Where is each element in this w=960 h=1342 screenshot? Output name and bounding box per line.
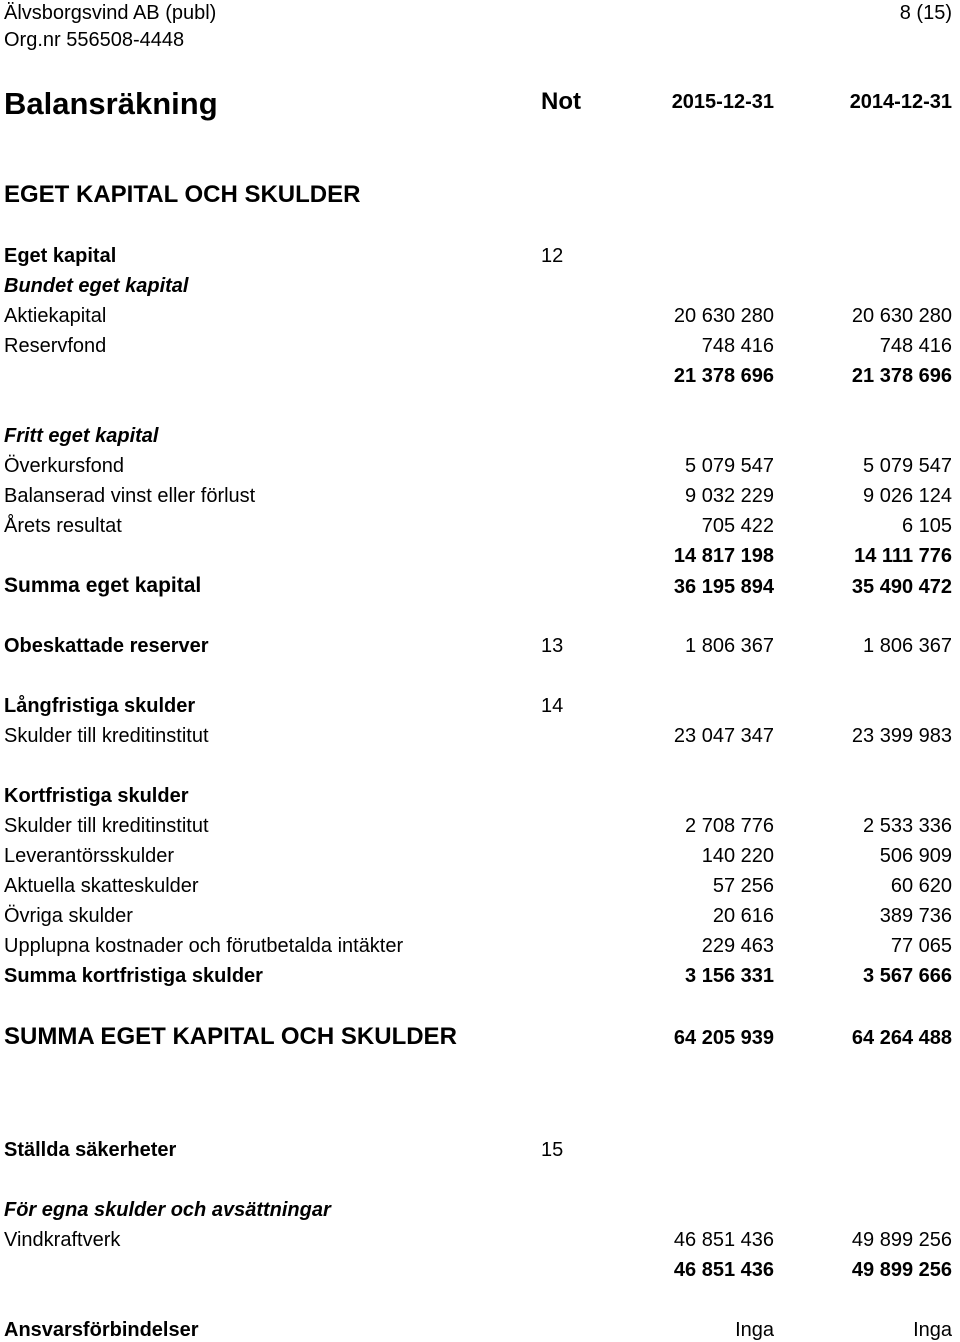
row-value-2015-upplupna-kostnader: 229 463 (701, 935, 774, 957)
row-label-ovriga-skulder: Övriga skulder (4, 905, 133, 927)
row-value-2015-reservfond: 748 416 (701, 335, 774, 357)
row-value-2015-ansvarsforbindelser: Inga (735, 1319, 774, 1341)
row-value-2014-summa-eget-kapital-och-skulder: 64 264 488 (851, 1027, 952, 1049)
row-value-2015-summa-kortfristiga-skulder: 3 156 331 (685, 965, 774, 987)
row-value-2015-arets-resultat: 705 422 (701, 515, 774, 537)
row-value-2015-summa-eget-kapital: 36 195 894 (673, 576, 774, 598)
row-label-summa-eget-kapital: Summa eget kapital (4, 574, 202, 597)
row-value-2014-arets-resultat: 6 105 (901, 515, 952, 537)
row-value-2014-summa-kortfristiga-skulder: 3 567 666 (863, 965, 952, 987)
subtotal-2015-bundet: 21 378 696 (673, 365, 774, 387)
row-value-2014-summa-eget-kapital: 35 490 472 (851, 576, 952, 598)
row-label-aktuella-skatteskulder: Aktuella skatteskulder (4, 875, 199, 897)
row-label-vindkraftverk: Vindkraftverk (4, 1229, 121, 1251)
row-value-2014-obeskattade-reserver: 1 806 367 (863, 635, 952, 657)
column-header-2014: 2014-12-31 (849, 91, 952, 113)
column-header-2015: 2015-12-31 (671, 91, 774, 113)
subtotal-2014-bundet: 21 378 696 (851, 365, 952, 387)
row-note-stallda-sakerheter: 15 (541, 1139, 564, 1161)
row-value-2015-aktiekapital: 20 630 280 (673, 305, 774, 327)
row-label-skulder-kreditinstitut-lang: Skulder till kreditinstitut (4, 725, 209, 747)
row-label-langfristiga-skulder: Långfristiga skulder (4, 695, 196, 717)
row-label-bundet-eget-kapital: Bundet eget kapital (4, 275, 189, 297)
row-value-2014-reservfond: 748 416 (879, 335, 952, 357)
row-value-2014-upplupna-kostnader: 77 065 (890, 935, 952, 957)
row-value-2015-balanserad-vinst: 9 032 229 (685, 485, 774, 507)
row-label-ansvarsforbindelser: Ansvarsförbindelser (4, 1319, 199, 1341)
page-number: 8 (15) (899, 2, 952, 24)
row-label-summa-eget-kapital-och-skulder: SUMMA EGET KAPITAL OCH SKULDER (4, 1023, 457, 1050)
row-label-skulder-kreditinstitut-kort: Skulder till kreditinstitut (4, 815, 209, 837)
row-value-2015-leverantorsskulder: 140 220 (701, 845, 774, 867)
row-value-2015-obeskattade-reserver: 1 806 367 (685, 635, 774, 657)
row-value-2014-aktiekapital: 20 630 280 (851, 305, 952, 327)
row-label-obeskattade-reserver: Obeskattade reserver (4, 635, 209, 657)
section-title: EGET KAPITAL OCH SKULDER (4, 181, 361, 208)
row-label-fritt-eget-kapital: Fritt eget kapital (4, 425, 159, 447)
row-label-kortfristiga-skulder: Kortfristiga skulder (4, 785, 189, 807)
subtotal-2015-stallda-sakerheter: 46 851 436 (673, 1259, 774, 1281)
row-value-2014-overkursfond: 5 079 547 (863, 455, 952, 477)
row-label-reservfond: Reservfond (4, 335, 107, 357)
page-title: Balansräkning (4, 86, 218, 121)
row-value-2015-summa-eget-kapital-och-skulder: 64 205 939 (673, 1027, 774, 1049)
row-note-obeskattade-reserver: 13 (541, 635, 564, 657)
row-value-2015-skulder-kreditinstitut-lang: 23 047 347 (673, 725, 774, 747)
row-value-2014-ansvarsforbindelser: Inga (913, 1319, 952, 1341)
row-value-2015-skulder-kreditinstitut-kort: 2 708 776 (685, 815, 774, 837)
row-value-2014-leverantorsskulder: 506 909 (879, 845, 952, 867)
row-label-eget-kapital: Eget kapital (4, 245, 117, 267)
row-label-arets-resultat: Årets resultat (4, 515, 122, 537)
row-value-2014-aktuella-skatteskulder: 60 620 (890, 875, 952, 897)
row-label-balanserad-vinst: Balanserad vinst eller förlust (4, 485, 256, 507)
subtotal-2015-fritt: 14 817 198 (673, 545, 774, 567)
not-column-header: Not (541, 88, 581, 115)
row-value-2014-vindkraftverk: 49 899 256 (851, 1229, 952, 1251)
subtotal-2014-stallda-sakerheter: 49 899 256 (851, 1259, 952, 1281)
row-value-2015-ovriga-skulder: 20 616 (712, 905, 774, 927)
company-name: Älvsborgsvind AB (publ) (4, 2, 217, 24)
row-value-2014-skulder-kreditinstitut-kort: 2 533 336 (863, 815, 952, 837)
row-value-2014-balanserad-vinst: 9 026 124 (863, 485, 952, 507)
row-value-2015-overkursfond: 5 079 547 (685, 455, 774, 477)
row-label-upplupna-kostnader: Upplupna kostnader och förutbetalda intäkter (4, 935, 404, 957)
row-label-stallda-sakerheter: Ställda säkerheter (4, 1139, 177, 1161)
subtotal-2014-fritt: 14 111 776 (854, 545, 952, 567)
row-label-for-egna-skulder: För egna skulder och avsättningar (4, 1199, 331, 1221)
row-label-overkursfond: Överkursfond (4, 455, 125, 477)
row-value-2015-aktuella-skatteskulder: 57 256 (712, 875, 774, 897)
row-label-summa-kortfristiga-skulder: Summa kortfristiga skulder (4, 965, 263, 987)
row-label-leverantorsskulder: Leverantörsskulder (4, 845, 175, 867)
row-label-aktiekapital: Aktiekapital (4, 305, 107, 327)
row-note-eget-kapital: 12 (541, 245, 564, 267)
row-note-langfristiga-skulder: 14 (541, 695, 564, 717)
org-number: Org.nr 556508-4448 (4, 29, 185, 51)
row-value-2014-skulder-kreditinstitut-lang: 23 399 983 (851, 725, 952, 747)
row-value-2015-vindkraftverk: 46 851 436 (673, 1229, 774, 1251)
row-value-2014-ovriga-skulder: 389 736 (879, 905, 952, 927)
